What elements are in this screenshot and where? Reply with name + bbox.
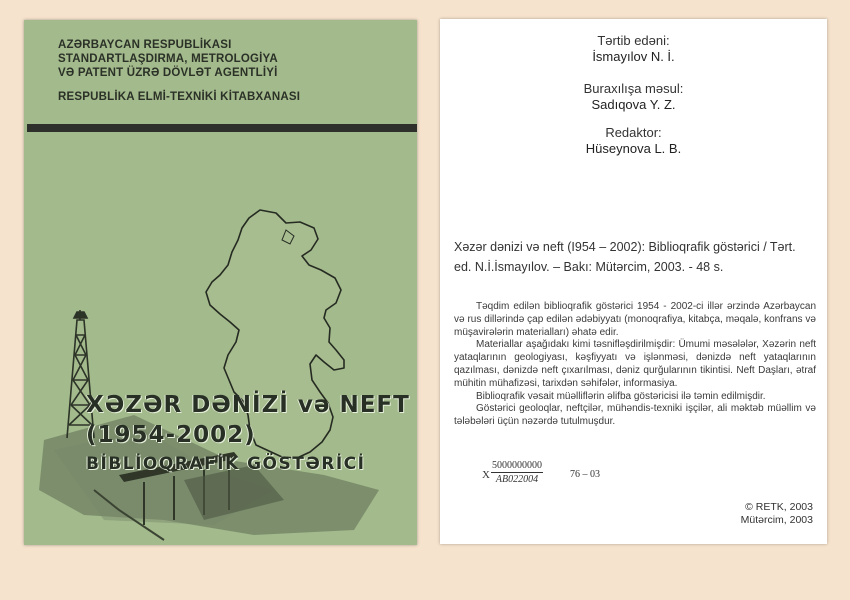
agency-line-1: AZƏRBAYCAN RESPUBLİKASI (58, 39, 232, 51)
library-name: RESPUBLİKA ELMİ-TEXNİKİ KİTABXANASI (58, 91, 301, 103)
abstract (454, 301, 816, 429)
cover-years: (1954-2002) (86, 422, 256, 448)
credit-editor (440, 125, 827, 157)
copyright-line: Mütərcim, 2003 (740, 514, 813, 526)
abstract-paragraph: Təqdim edilən biblioqrafik göstərici 1954 - 2002-ci illər ərzində Azərbaycan və rus dillərində çap edilən ədəbiyyatı (monoqrafiya, kitabça, məqalə, konfrans və müşavirələrin materialları) əhatə edir. (454, 301, 816, 338)
abstract-paragraph: Göstərici geoloqlar, neftçilər, mühəndis-texniki işçilər, ali məktəb müəllim və tələbələri üçün nəzərdə tutulmuşdur. (454, 403, 816, 428)
index-prefix: X (482, 469, 490, 481)
credit-responsible (440, 81, 827, 113)
index-suffix: 76 – 03 (570, 469, 600, 480)
index-denominator: AB022004 (495, 474, 539, 485)
abstract-paragraph: Biblioqrafik vəsait müəlliflərin əlifba göstəricisi ilə təmin edilmişdir. (476, 390, 766, 402)
cover-title: XƏZƏR DƏNİZİ və NEFT (86, 392, 410, 418)
credit-name: Sadıqova Y. Z. (591, 97, 676, 112)
index-numerator: 5000000000 (492, 460, 542, 471)
credit-role: Buraxılışa məsul: (583, 81, 684, 96)
abstract-paragraph: Materiallar aşağıdakı kimi təsnifləşdirilmişdir: Ümumi məsələlər, Xəzərin neft yataqlarının geologiyası, kəşfiyyatı və işlənməsi, dənizdə neft yataqlarının qazılması, dənizdə neft çıxarılması, dəniz qurğularının tikintisi. Neft Daşları, ətraf mühitin mühafizəsi, tarixdən səhifələr, informasiya. (454, 339, 816, 389)
agency-line-3: VƏ PATENT ÜZRƏ DÖVLƏT AGENTLİYİ (58, 67, 278, 79)
agency-line-2: STANDARTLAŞDIRMA, METROLOGİYA (58, 53, 278, 65)
credit-name: Hüseynova L. B. (585, 141, 682, 156)
copyright-line: © RETK, 2003 (745, 501, 813, 513)
credit-compiler (440, 33, 827, 65)
cover-title-block (86, 392, 410, 474)
index-fraction (491, 460, 543, 485)
credit-role: Redaktor: (605, 125, 662, 140)
book-cover (24, 20, 417, 545)
title-verso-page (440, 19, 827, 544)
cover-subtitle: BİBLİOQRAFİK GÖSTƏRİCİ (86, 454, 366, 474)
credit-name: İsmayılov N. İ. (592, 49, 675, 64)
bibliographic-citation: Xəzər dənizi və neft (I954 – 2002): Biblioqrafik göstərici / Tərt. ed. N.İ.İsmayılov. – Bakı: Mütərcim, 2003. - 48 s. (454, 240, 796, 274)
copyright-block (741, 501, 813, 527)
credit-role: Tərtib edəni: (597, 33, 670, 48)
